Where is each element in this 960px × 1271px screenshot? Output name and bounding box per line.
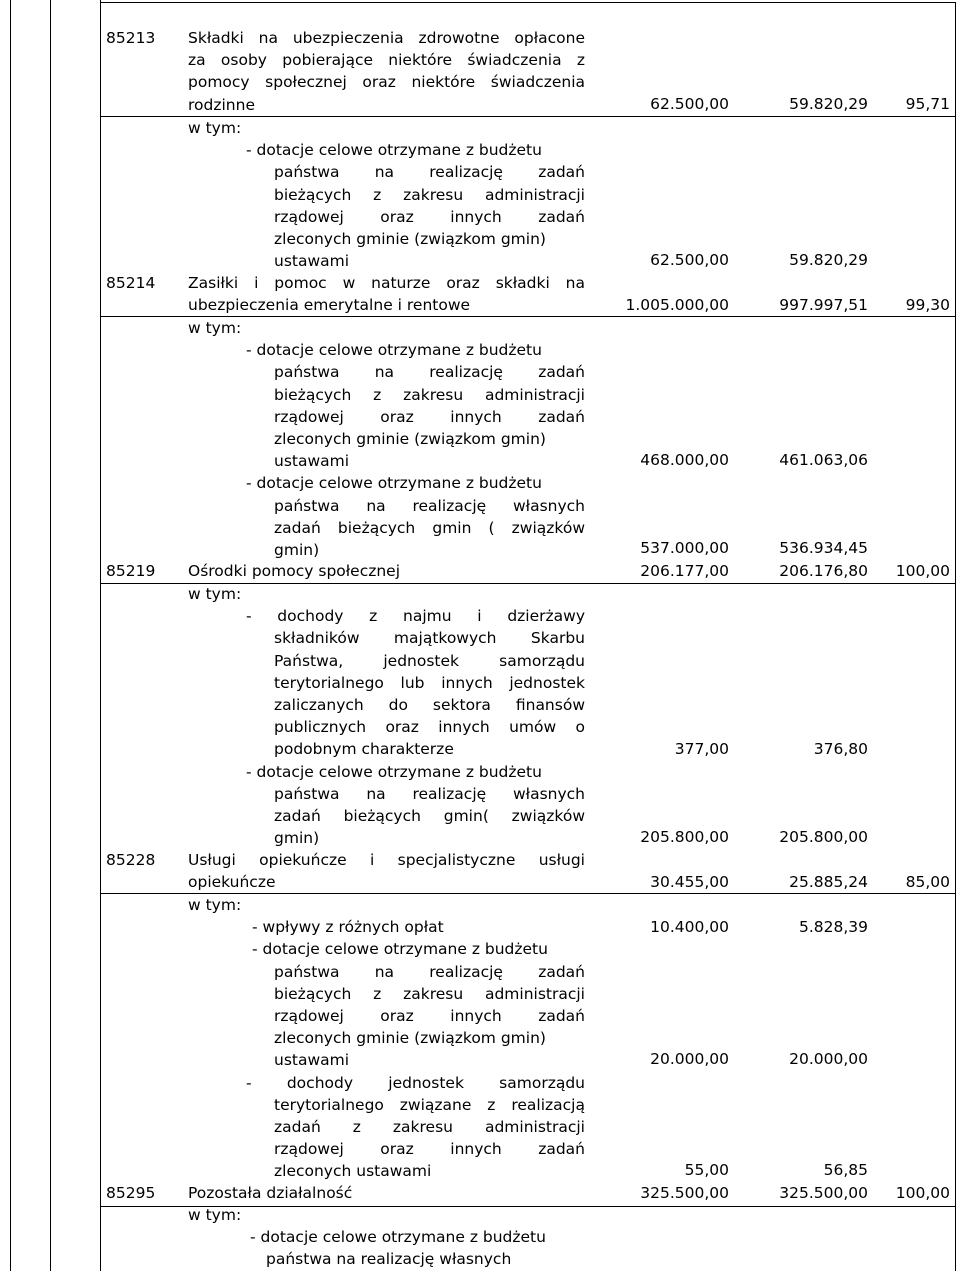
execution-value: 5.828,39 xyxy=(798,918,868,936)
execution-value: 997.997,51 xyxy=(779,296,868,314)
execution-value: 461.063,06 xyxy=(779,451,868,469)
execution-value: 20.000,00 xyxy=(789,1050,868,1068)
execution-value: 325.500,00 xyxy=(779,1184,868,1202)
plan-value: 468.000,00 xyxy=(640,451,729,469)
plan-value: 55,00 xyxy=(684,1161,729,1179)
plan-value: 62.500,00 xyxy=(650,95,729,113)
section-code: 85213 xyxy=(106,29,156,47)
column-divider-right xyxy=(955,2,956,1271)
subitem-description: w tym: - dotacje celowe otrzymane z budżetu państwa na realizację zadań bieżących z zakresu administracji rządowej oraz innych zadań zleconych gminie (związkom gmin) ustawami - dotacje celowe otrzymane z budżetu państwa na realizację własnych zadań bieżących gmin ( związków gmin) xyxy=(188,319,585,559)
section-code: 85214 xyxy=(106,274,156,292)
plan-value: 537.000,00 xyxy=(640,539,729,557)
column-divider-description xyxy=(100,0,101,1271)
plan-value: 205.800,00 xyxy=(640,828,729,846)
execution-value: 56,85 xyxy=(823,1161,868,1179)
plan-value: 30.455,00 xyxy=(650,873,729,891)
percent-value: 100,00 xyxy=(895,1184,950,1202)
execution-value: 536.934,45 xyxy=(779,539,868,557)
section-description: Składki na ubezpieczenia zdrowotne opłacone za osoby pobierające niektóre świadczenia z pomocy społecznej oraz niektóre świadczenia rodzinne xyxy=(188,29,585,114)
percent-value: 100,00 xyxy=(895,562,950,580)
section-code: 85228 xyxy=(106,851,156,869)
section-description: Zasiłki i pomoc w naturze oraz składki na ubezpieczenia emerytalne i rentowe xyxy=(188,274,585,315)
row-divider-top xyxy=(100,2,955,3)
plan-value: 377,00 xyxy=(674,740,729,758)
plan-value: 1.005.000,00 xyxy=(625,296,729,314)
percent-value: 99,30 xyxy=(905,296,950,314)
execution-value: 59.820,29 xyxy=(789,95,868,113)
execution-value: 59.820,29 xyxy=(789,251,868,269)
percent-value: 85,00 xyxy=(905,873,950,891)
table-border-left xyxy=(10,0,11,1271)
plan-value: 206.177,00 xyxy=(640,562,729,580)
execution-value: 205.800,00 xyxy=(779,828,868,846)
subitem-description: w tym: - dotacje celowe otrzymane z budżetu państwa na realizację własnych xyxy=(188,1206,546,1269)
section-code: 85295 xyxy=(106,1184,156,1202)
section-description: Ośrodki pomocy społecznej xyxy=(188,562,401,580)
execution-value: 376,80 xyxy=(813,740,868,758)
section-description: Pozostała działalność xyxy=(188,1184,353,1202)
section-description: Usługi opiekuńcze i specjalistyczne usługi opiekuńcze xyxy=(188,851,585,892)
subitem-description: w tym: - wpływy z różnych opłat - dotacje celowe otrzymane z budżetu państwa na realizację zadań bieżących z zakresu administracji rządowej oraz innych zadań zleconych gminie (związkom gmin) ustawami - dochody jednostek samorządu terytorialnego związane z realizacją zadań z zakresu administracji rządowej oraz innych zadań zleconych ustawami xyxy=(188,896,585,1181)
subitem-description: w tym: - dotacje celowe otrzymane z budżetu państwa na realizację zadań bieżących z zakresu administracji rządowej oraz innych zadań zleconych gminie (związkom gmin) ustawami xyxy=(188,119,585,271)
execution-value: 206.176,80 xyxy=(779,562,868,580)
plan-value: 62.500,00 xyxy=(650,251,729,269)
percent-value: 95,71 xyxy=(905,95,950,113)
execution-value: 25.885,24 xyxy=(789,873,868,891)
plan-value: 325.500,00 xyxy=(640,1184,729,1202)
section-code: 85219 xyxy=(106,562,156,580)
column-divider-code xyxy=(50,0,51,1271)
plan-value: 10.400,00 xyxy=(650,918,729,936)
plan-value: 20.000,00 xyxy=(650,1050,729,1068)
subitem-description: w tym: - dochody z najmu i dzierżawy składników majątkowych Skarbu Państwa, jednostek samorządu terytorialnego lub innych jednostek zaliczanych do sektora finansów publicznych oraz innych umów o podobnym charakterze - dotacje celowe otrzymane z budżetu państwa na realizację własnych zadań bieżących gmin( związków gmin) xyxy=(188,585,585,848)
